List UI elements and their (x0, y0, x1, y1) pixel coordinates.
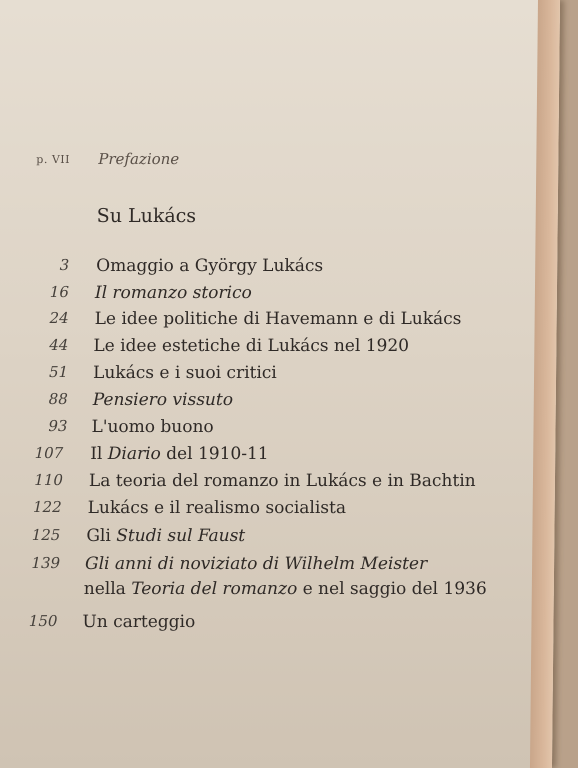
toc-entry (0, 309, 557, 335)
toc-entry (0, 498, 555, 524)
toc-page-number: 110 (34, 471, 64, 489)
toc-title: La teoria del romanzo in Lukács e in Bachtin (88, 471, 476, 491)
toc-page-number: 125 (31, 526, 61, 544)
toc-entry (0, 336, 556, 362)
toc-title: Lukács e i suoi critici (92, 363, 277, 383)
toc-title: Omaggio a György Lukács (96, 256, 324, 276)
toc-page-number: 16 (49, 283, 70, 301)
toc-title: Un carteggio (82, 612, 196, 632)
toc-entry (0, 363, 556, 389)
toc-entry (0, 526, 554, 552)
toc-title: Le idee politiche di Havemann e di Lukács (94, 309, 462, 329)
toc-entry (0, 444, 555, 470)
toc-page-number: 107 (34, 444, 64, 462)
preface-title: Prefazione (98, 150, 180, 168)
toc-entry (0, 471, 555, 497)
toc-title: Lukács e il realismo socialista (87, 498, 347, 518)
toc-page-number: 122 (32, 498, 62, 516)
toc-entry (0, 256, 557, 282)
toc-page-number: 3 (59, 256, 70, 274)
toc-page-number: 88 (48, 390, 68, 408)
toc-entry (0, 417, 556, 443)
toc-page-number: 150 (28, 612, 58, 630)
toc-title: Il romanzo storico (94, 283, 252, 303)
toc-title: Le idee estetiche di Lukács nel 1920 (93, 336, 410, 356)
toc-title: L'uomo buono (91, 417, 214, 437)
toc-page-number: 93 (48, 417, 68, 435)
toc-entry (0, 283, 557, 309)
toc-page-number: 44 (49, 336, 69, 354)
toc-page-number: 24 (49, 309, 69, 327)
toc-page-number: 139 (31, 554, 61, 572)
section-title: Su Lukács (96, 205, 197, 227)
toc-entry (0, 612, 554, 638)
toc-entry (0, 554, 554, 606)
toc-title-continuation: nella Teoria del romanzo e nel saggio del 1936 (83, 579, 487, 599)
toc-title: Gli anni di noviziato di Wilhelm Meister (84, 554, 428, 574)
preface-page-number: p. VII (36, 153, 71, 166)
toc-title: Il Diario del 1910-11 (90, 444, 269, 464)
toc-title: Pensiero vissuto (92, 390, 234, 410)
toc-entry (0, 390, 556, 416)
toc-page-number: 51 (48, 363, 69, 381)
toc-title: Gli Studi sul Faust (86, 526, 246, 546)
